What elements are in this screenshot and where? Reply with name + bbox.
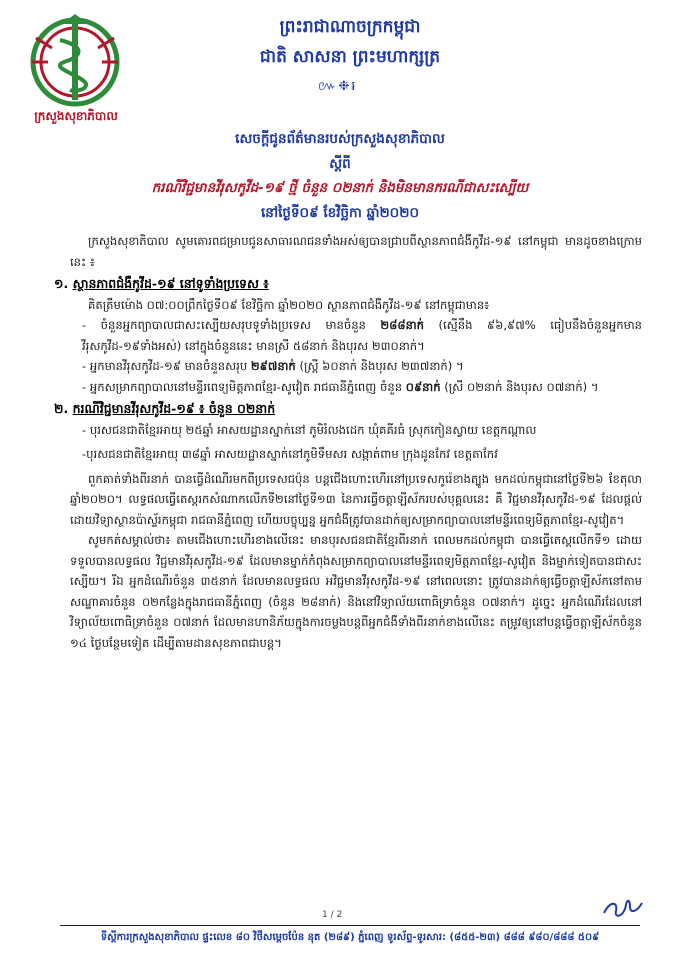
section-2-number: ២. — [54, 401, 69, 416]
ministry-logo — [14, 10, 136, 122]
section-1-number: ១. — [54, 276, 69, 291]
section-2-title: ករណីវិជ្ជមានវីរុសកូវីដ-១៩ ៖ ចំនួន ០២នាក់ — [72, 401, 276, 416]
title-date: នៅថ្ងៃទី០៩ ខែវិច្ឆិកា ឆ្នាំ២០២០ — [260, 205, 420, 221]
page-number: 1 / 2 — [322, 910, 343, 920]
document-body — [54, 231, 642, 653]
total-cases-bullet: - អ្នកមានវីរុសកូវីដ-១៩ មានចំនួនសរុប ២៩៧នាក់ (ស្ត្រី ៦០នាក់ និងបុរស ២៣៧នាក់) ។ — [82, 359, 464, 373]
footer-address: ទីស្តីការក្រសួងសុខាភិបាល ផ្ទះលេខ ៨០ វិថីសម្តេចប៉ែន នុត (២៨៩) ភ្នំពេញ ទូរស័ព្ទ-ទូរសារ: (៨៥៥-២៣) ៨៨៨ ៩៨០/៨៨៨ ៥០៩ — [100, 932, 600, 943]
ministry-label: ក្រសួងសុខាភិបាល — [34, 109, 118, 123]
document-title: សេចក្តីជូនព័ត៌មានរបស់ក្រសួងសុខាភិបាល — [235, 131, 445, 147]
case-2-description: -បុរសជនជាតិខ្មែរអាយុ ៣៨ឆ្នាំ អាសយដ្ឋានស្នាក់នៅភូមិទឹមសរ សង្កាត់ពាម ក្រុងដូនកែវ ខេត្តតាកែវ — [82, 447, 498, 461]
section-1-heading — [54, 274, 642, 295]
ornament-divider: ៚❉៛ — [318, 79, 358, 94]
total-cases-count: ២៩៧នាក់ — [250, 359, 296, 373]
case-1-description: - បុរសជនជាតិខ្មែរអាយុ ២៥ឆ្នាំ អាសយដ្ឋានស្នាក់នៅ ភូមិរំលងដេក ឃុំគគីរធំ ស្រុកកៀនស្វាយ ខេត្តកណ្តាល — [82, 422, 537, 437]
section-1-title: ស្ថានភាពជំងឺកូវីដ-១៩ នៅទូទាំងប្រទេស ៖ — [72, 276, 269, 291]
national-motto: ជាតិ សាសនា ព្រះមហាក្សត្រ — [259, 47, 441, 67]
hospitalized-bullet: - អ្នកសម្រាកព្យាបាលនៅមន្ទីរពេទ្យមិត្តភាពខ្មែរ-សូវៀត រាជធានីភ្នំពេញ ចំនួន ០៩នាក់ (ស្រី ០២នាក់ និងបុរស ០៧នាក់) ។ — [82, 379, 599, 394]
title-subject-label: ស្តីពី — [329, 156, 351, 172]
note-paragraph: សូមកត់សម្គាល់ថា៖ តាមជើងហោះហើរខាងលើនេះ មានបុរសជនជាតិខ្មែរពីរនាក់ ពេលមកដល់កម្ពុជា បានធ្វើតេស្តលើកទី១ ដោយទទួលបានលទ្ធផល វិជ្ជមានវីរុសកូវីដ-១៩ ដែលមានម្នាក់កំពុងសម្រាកព្យាបាលនៅមន្ទីរពេទ្យមិត្តភាពខ្មែរ-សូវៀត និងម្នាក់ទៀតបានជាសះស្បើយ។ រីឯ អ្នកដំណើរចំនួន ៣៥នាក់ ដែលមានលទ្ធផល អវិជ្ជមានវីរុសកូវីដ-១៩ នៅពេលនោះ ត្រូវបានដាក់ឲ្យធ្វើចត្តាឡីស័កនៅតាមសណ្ឋាគារចំនួន ០២កន្លែងក្នុងរាជធានីភ្នំពេញ (ចំនួន ២៨នាក់) និងនៅវិទ្យាល័យពោធិទ្រាចំនួន ០៧នាក់។ ដូច្នេះ អ្នកដំណើរដែលនៅវិទ្យាល័យពោធិទ្រាចំនួន ០៧នាក់ ដែលមានហានិភ័យក្នុងការចម្លងបន្តពីអ្នកជំងឺទាំងពីរនាក់ខាងលើនេះ តម្រូវឲ្យនៅបន្តធ្វើចត្តាឡីស័កចំនួន ១៤ ថ្ងៃបន្ថែមទៀត ដើម្បីតាមដានសុខភាពជាបន្ត។ — [70, 533, 642, 650]
title-headline: ករណីវិជ្ជមានវីរុសកូវីដ-១៩ ថ្មី ចំនួន ០២នាក់ និងមិនមានករណីជាសះស្បើយ — [151, 180, 529, 196]
recovered-count: ២៨៨នាក់ — [380, 318, 424, 332]
section-2-heading — [54, 399, 642, 420]
kingdom-title: ព្រះរាជាណាចក្រកម្ពុជា — [279, 17, 421, 37]
footer-divider — [60, 925, 640, 926]
intro-paragraph: ក្រសួងសុខាភិបាល សូមគោរពជម្រាបជូនសាធារណជនទាំងអស់ឲ្យបានជ្រាបពីស្ថានភាពជំងឺកូវីដ-១៩ នៅកម្ពុជា មានដូចខាងក្រោមនេះ ៖ — [70, 234, 642, 269]
signature-mark — [600, 893, 644, 923]
travel-history-paragraph: ពួកគាត់ទាំងពីរនាក់ បានធ្វើដំណើរមកពីប្រទេសជប៉ុន បន្តជើងហោះហើរនៅប្រទេសកូរ៉េខាងត្បូង មកដល់កម្ពុជានៅថ្ងៃទី២៦ ខែតុលា ឆ្នាំ២០២០។ លទ្ធផលធ្វើតេស្តរកសំណាកលើកទី២នៅថ្ងៃទី១៣ នៃការធ្វើចត្តាឡីស័ករបស់បុគ្គលនេះ គឺ វិជ្ជមានវីរុសកូវីដ-១៩ ដែលផ្តល់ដោយវិទ្យាស្ថានប៉ាស្ទ័រកម្ពុជា រាជធានីភ្នំពេញ ហើយបច្ចុប្បន្ន អ្នកជំងឺត្រូវបានដាក់ឲ្យសម្រាកព្យាបាលនៅមន្ទីរពេទ្យមិត្តភាពខ្មែរ-សូវៀត។ — [70, 471, 642, 527]
hospitalized-count: ០៩នាក់ — [405, 379, 441, 394]
section-1-lead: គិតត្រឹមម៉ោង ០៧:០០ព្រឹកថ្ងៃទី០៩ ខែវិច្ឆិកា ឆ្នាំ២០២០ ស្ថានភាពជំងឺកូវីដ-១៩ នៅកម្ពុជាមាន៖ — [88, 297, 490, 312]
recovered-bullet: - ចំនួនអ្នកព្យាបាលជាសះស្បើយសរុបទូទាំងប្រទេស មានចំនួន ២៨៨នាក់ (ស្មើនឹង ៩៦,៩៧% ធៀបនឹងចំនួនអ្នកមានវីរុសកូវីដ-១៩ទាំងអស់) នៅក្នុងចំនួននេះ មានស្រី ៥៨នាក់ និងបុរស ២៣០នាក់។ — [82, 318, 642, 353]
